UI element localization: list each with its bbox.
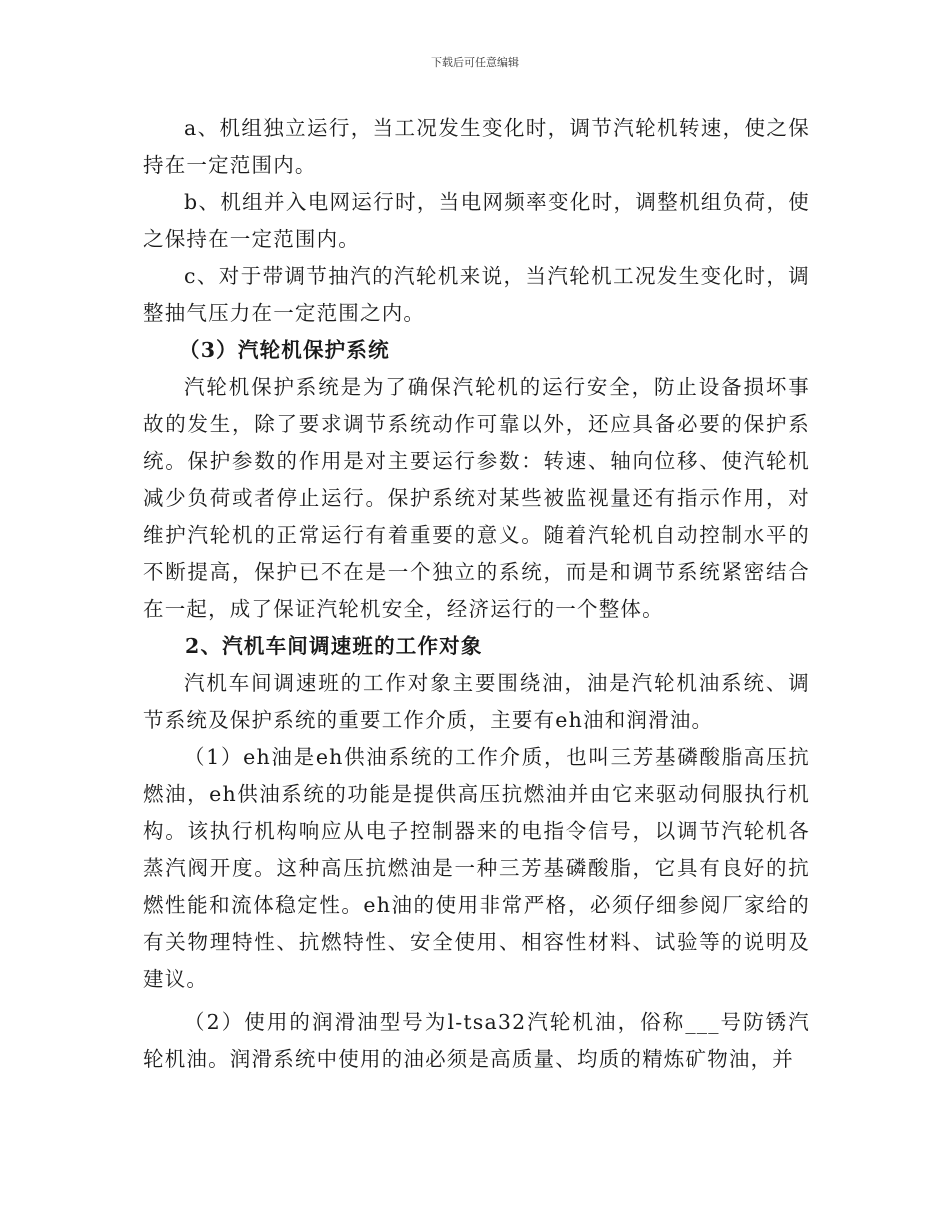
paragraph-lube-oil: （2）使用的润滑油型号为l-tsa32汽轮机油，俗称___号防锈汽轮机油。润滑系统中使用的油必须是高质量、均质的精炼矿物油，并	[143, 1010, 810, 1071]
paragraph-work-objects: 汽机车间调速班的工作对象主要围绕油，油是汽轮机油系统、调节系统及保护系统的重要工作介质，主要有eh油和润滑油。	[143, 671, 810, 732]
paragraph-c: c、对于带调节抽汽的汽轮机来说，当汽轮机工况发生变化时，调整抽气压力在一定范围之内。	[143, 264, 810, 325]
page-header: 下载后可任意编辑	[431, 56, 519, 69]
paragraph-b: b、机组并入电网运行时，当电网频率变化时，调整机组负荷，使之保持在一定范围内。	[143, 190, 810, 251]
paragraph-eh-oil: （1）eh油是eh供油系统的工作介质，也叫三芳基磷酸脂高压抗燃油，eh供油系统的功能是提供高压抗燃油并由它来驱动伺服执行机构。该执行机构响应从电子控制器来的电指令信号，以调节汽轮机各蒸汽阀开度。这种高压抗燃油是一种三芳基磷酸脂，它具有良好的抗燃性能和流体稳定性。eh油的使用非常严格，必须仔细参阅厂家给的有关物理特性、抗燃特性、安全使用、相容性材料、试验等的说明及建议。	[143, 745, 810, 991]
heading-section-2: 2、汽机车间调速班的工作对象	[185, 634, 483, 658]
paragraph-protection: 汽轮机保护系统是为了确保汽轮机的运行安全，防止设备损坏事故的发生，除了要求调节系统动作可靠以外，还应具备必要的保护系统。保护参数的作用是对主要运行参数：转速、轴向位移、使汽轮机减少负荷或者停止运行。保护系统对某些被监视量还有指示作用，对维护汽轮机的正常运行有着重要的意义。随着汽轮机自动控制水平的不断提高，保护已不在是一个独立的系统，而是和调节系统紧密结合在一起，成了保证汽轮机安全，经济运行的一个整体。	[143, 375, 810, 621]
paragraph-a: a、机组独立运行，当工况发生变化时，调节汽轮机转速，使之保持在一定范围内。	[143, 116, 810, 177]
heading-protection-system: （3）汽轮机保护系统	[179, 338, 390, 362]
document-body	[143, 110, 810, 1078]
